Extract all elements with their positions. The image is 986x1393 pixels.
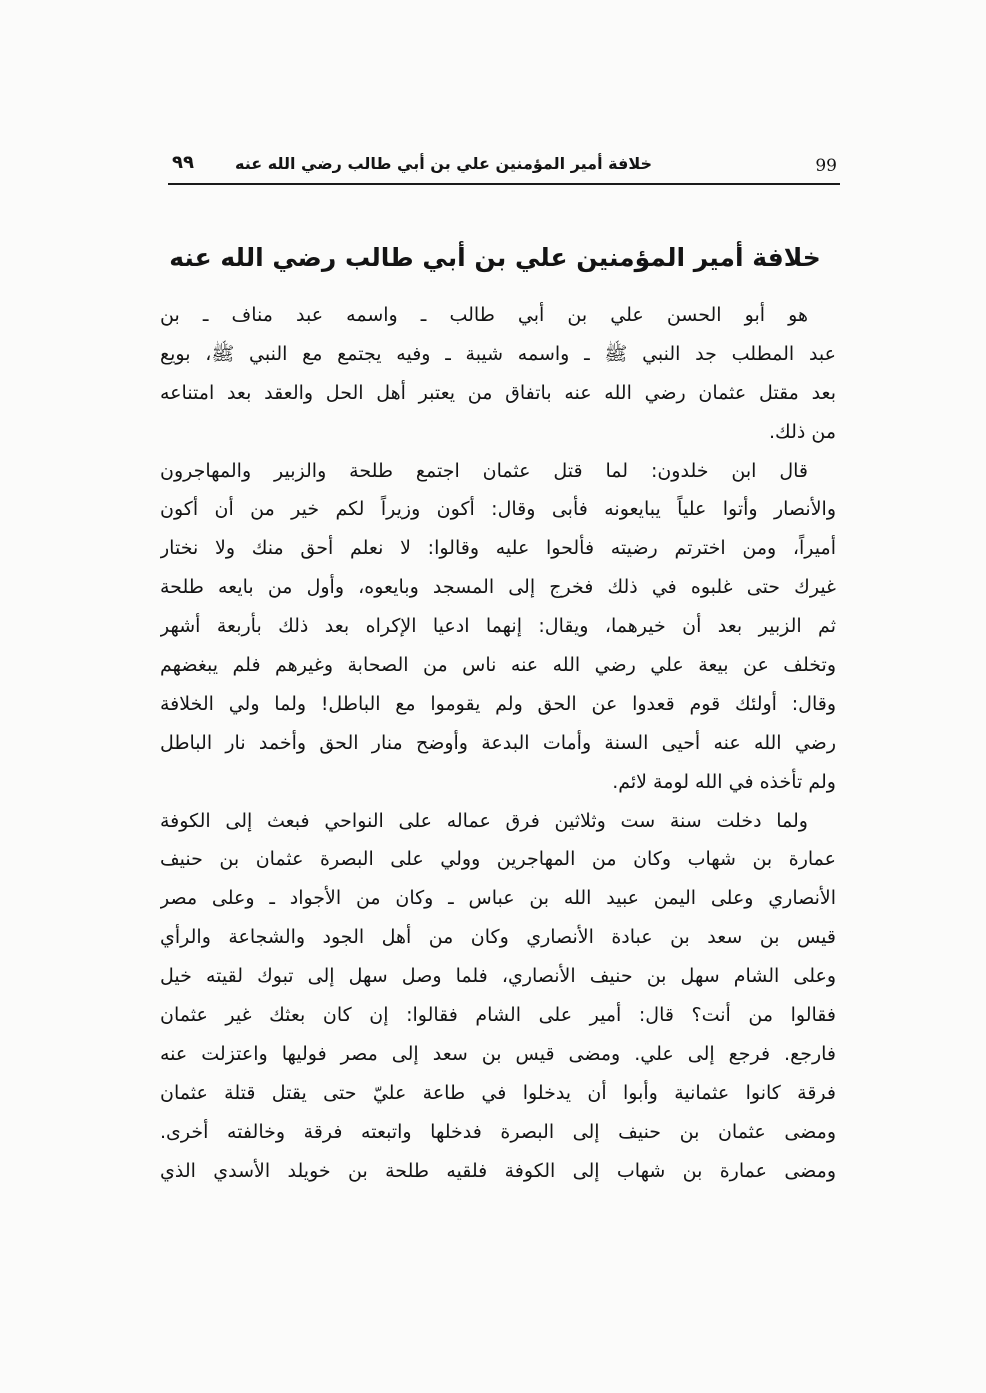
running-header-title: خلافة أمير المؤمنين علي بن أبي طالب رضي الله عنه xyxy=(235,154,652,173)
text-line: ولما دخلت سنة ست وثلاثين فرق عماله على النواحي فبعث إلى الكوفة xyxy=(160,809,808,832)
text-line: فارجع. فرجع إلى علي. ومضى قيس بن سعد إلى مصر فوليها واعتزلت عنه xyxy=(160,1042,836,1065)
text-line: ولم تأخذه في الله لومة لائم. xyxy=(612,770,836,793)
text-line: فرقة كانوا عثمانية وأبوا أن يدخلوا في طاعة عليّ حتى يقتل قتلة عثمان xyxy=(160,1081,836,1104)
text-line: قال ابن خلدون: لما قتل عثمان اجتمع طلحة والزبير والمهاجرون xyxy=(160,459,808,482)
page-number-arabic: ٩٩ xyxy=(172,152,194,173)
text-line: قيس بن سعد بن عبادة الأنصاري وكان من أهل الجود والشجاعة والرأي xyxy=(160,926,836,949)
text-line: والأنصار وأتوا علياً يبايعونه فأبى وقال: أكون وزيراً لكم خير من أن أكون xyxy=(160,498,836,521)
text-line: عبد المطلب جد النبي ﷺ ـ واسمه شيبة ـ وفيه يجتمع مع النبي ﷺ، بويع xyxy=(160,342,836,365)
text-line: وعلى الشام سهل بن حنيف الأنصاري، فلما وصل سهل إلى تبوك لقيته خيل xyxy=(160,965,836,988)
text-line: وقال: أولئك قوم قعدوا عن الحق ولم يقوموا مع الباطل! ولما ولي الخلافة xyxy=(160,692,836,715)
text-line: رضي الله عنه أحيى السنة وأمات البدعة وأوضح منار الحق وأخمد نار الباطل xyxy=(160,731,836,754)
chapter-title: خلافة أمير المؤمنين علي بن أبي طالب رضي الله عنه xyxy=(169,243,821,272)
text-line: هو أبو الحسن علي بن أبي طالب ـ واسمه عبد مناف ـ بن xyxy=(160,304,808,326)
header-rule xyxy=(168,183,840,185)
paragraph-2 xyxy=(160,452,836,802)
page-number-latin: 99 xyxy=(815,156,837,176)
text-line: بعد مقتل عثمان رضي الله عنه باتفاق من يعتبر أهل الحل والعقد بعد امتناعه xyxy=(160,381,836,404)
text-line: ومضى عثمان بن حنيف إلى البصرة فدخلها واتبعته فرقة وخالفته أخرى. xyxy=(160,1120,836,1143)
running-header xyxy=(172,150,837,182)
text-line: وتخلف عن بيعة علي رضي الله عنه ناس من الصحابة وغيرهم فلم يبغضهم xyxy=(160,654,836,677)
paragraph-1 xyxy=(160,296,836,452)
text-line: من ذلك. xyxy=(769,420,836,443)
text-line: غيرك حتى غلبوه في ذلك فخرج إلى المسجد وبايعوه، وأول من بايعه طلحة xyxy=(160,576,836,599)
body-text xyxy=(160,296,836,1190)
text-line: ثم الزبير بعد أن خيرهما، ويقال: إنهما ادعيا الإكراه بعد ذلك بأربعة أشهر xyxy=(160,615,836,638)
paragraph-3 xyxy=(160,802,836,1191)
text-line: الأنصاري وعلى اليمن عبيد الله بن عباس ـ وكان من الأجواد ـ وعلى مصر xyxy=(160,887,836,910)
text-line: عمارة بن شهاب وكان من المهاجرين وولي على البصرة عثمان بن حنيف xyxy=(160,848,836,871)
text-line: ومضى عمارة بن شهاب إلى الكوفة فلقيه طلحة بن خويلد الأسدي الذي xyxy=(160,1159,836,1182)
text-line: فقالوا من أنت؟ قال: أمير على الشام فقالوا: إن كان بعثك غير عثمان xyxy=(160,1004,836,1027)
text-line: أميراً، ومن اخترتم رضيته فألحوا عليه وقالوا: لا نعلم أحق منك ولا نختار xyxy=(160,537,836,560)
